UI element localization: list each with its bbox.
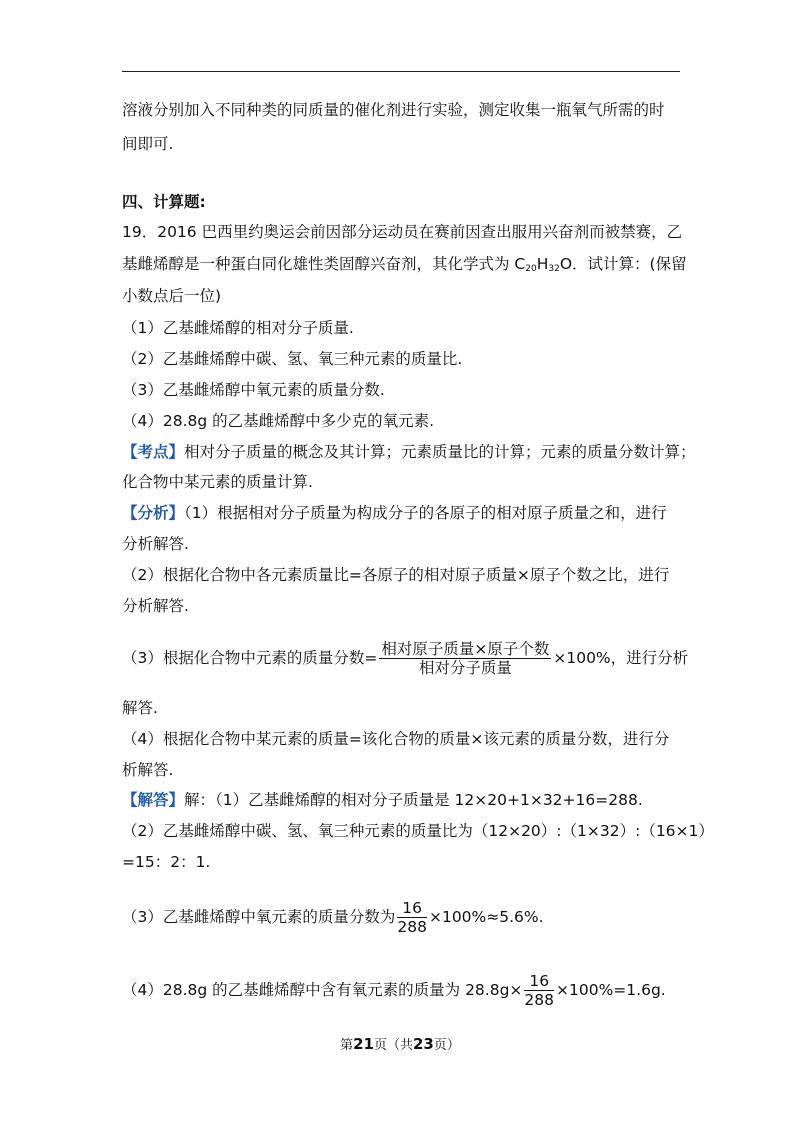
jieda-line-4: （3）乙基雌烯醇中氧元素的质量分数为 $\frac{16}{288}$ ×100%≈5.6%. xyxy=(122,899,544,936)
fenxi-line-6: 解答. xyxy=(122,699,158,717)
fenxi-line-1: 【分析】（1）根据相对分子质量为构成分子的各原子的相对原子质量之和，进行 xyxy=(122,504,667,522)
fenxi-line-4: 分析解答. xyxy=(122,597,189,615)
jieda-line-1: 【解答】解：（1）乙基雌烯醇的相对分子质量是 12×20+1×32+16=288. xyxy=(122,791,643,809)
question-line-1: 19．2016 巴西里约奥运会前因部分运动员在赛前因查出服用兴奋剂而被禁赛，乙 xyxy=(122,223,683,241)
jieda-line-3: =15：2：1. xyxy=(122,853,211,871)
fraction-16-288: $\frac{16}{288}$ xyxy=(397,899,427,936)
continuation-line-1: 溶液分别加入不同种类的同质量的催化剂进行实验，测定收集一瓶氧气所需的时 xyxy=(122,101,665,119)
fenxi-line-2: 分析解答. xyxy=(122,535,189,553)
fenxi-line-3: （2）根据化合物中各元素质量比=各原子的相对原子质量×原子个数之比，进行 xyxy=(122,566,670,584)
question-line-2: 基雌烯醇是一种蛋白同化雄性类固醇兴奋剂，其化学式为 $C_{20}H_{32}O$．试计算：(保留 xyxy=(122,255,687,274)
kaodian-line-1: 【考点】相对分子质量的概念及其计算；元素质量比的计算；元素的质量分数计算； xyxy=(122,443,696,461)
question-part-2: （2）乙基雌烯醇中碳、氢、氧三种元素的质量比. xyxy=(122,350,463,368)
question-part-3: （3）乙基雌烯醇中氧元素的质量分数. xyxy=(122,381,385,399)
page-footer: 第21页（共23页） xyxy=(340,1035,460,1053)
jieda-line-2: （2）乙基雌烯醇中碳、氢、氧三种元素的质量比为（12×20）:（1×32）:（16×1） xyxy=(122,822,714,840)
top-rule xyxy=(122,71,680,72)
section-title: 四、计算题: xyxy=(122,193,206,211)
question-part-1: （1）乙基雌烯醇的相对分子质量. xyxy=(122,319,354,337)
kaodian-line-2: 化合物中某元素的质量计算. xyxy=(122,473,313,491)
fenxi-line-5: （3）根据化合物中元素的质量分数= $\frac{\text{相对原子质量×原子个数}}{\text{相对分子质量}}$ ×100%，进行分析 xyxy=(122,640,689,677)
kaodian-tag: 【考点】 xyxy=(122,443,185,461)
continuation-line-2: 间即可. xyxy=(122,135,174,153)
fenxi-line-7: （4）根据化合物中某元素的质量=该化合物的质量×该元素的质量分数，进行分 xyxy=(122,730,670,748)
fraction-16-288-b: $\frac{16}{288}$ xyxy=(524,972,554,1009)
fenxi-line-8: 析解答. xyxy=(122,761,174,779)
fenxi-tag: 【分析】 xyxy=(122,504,185,522)
question-line-3: 小数点后一位) xyxy=(122,287,222,305)
jieda-line-5: （4）28.8g 的乙基雌烯醇中含有氧元素的质量为 28.8g× $\frac{16}{288}$ ×100%=1.6g. xyxy=(122,972,666,1009)
jieda-tag: 【解答】 xyxy=(122,791,185,809)
question-part-4: （4）28.8g 的乙基雌烯醇中多少克的氧元素. xyxy=(122,412,435,430)
fraction-mass-fraction: $\frac{\text{相对原子质量×原子个数}}{\text{相对分子质量}}$ xyxy=(381,640,550,677)
